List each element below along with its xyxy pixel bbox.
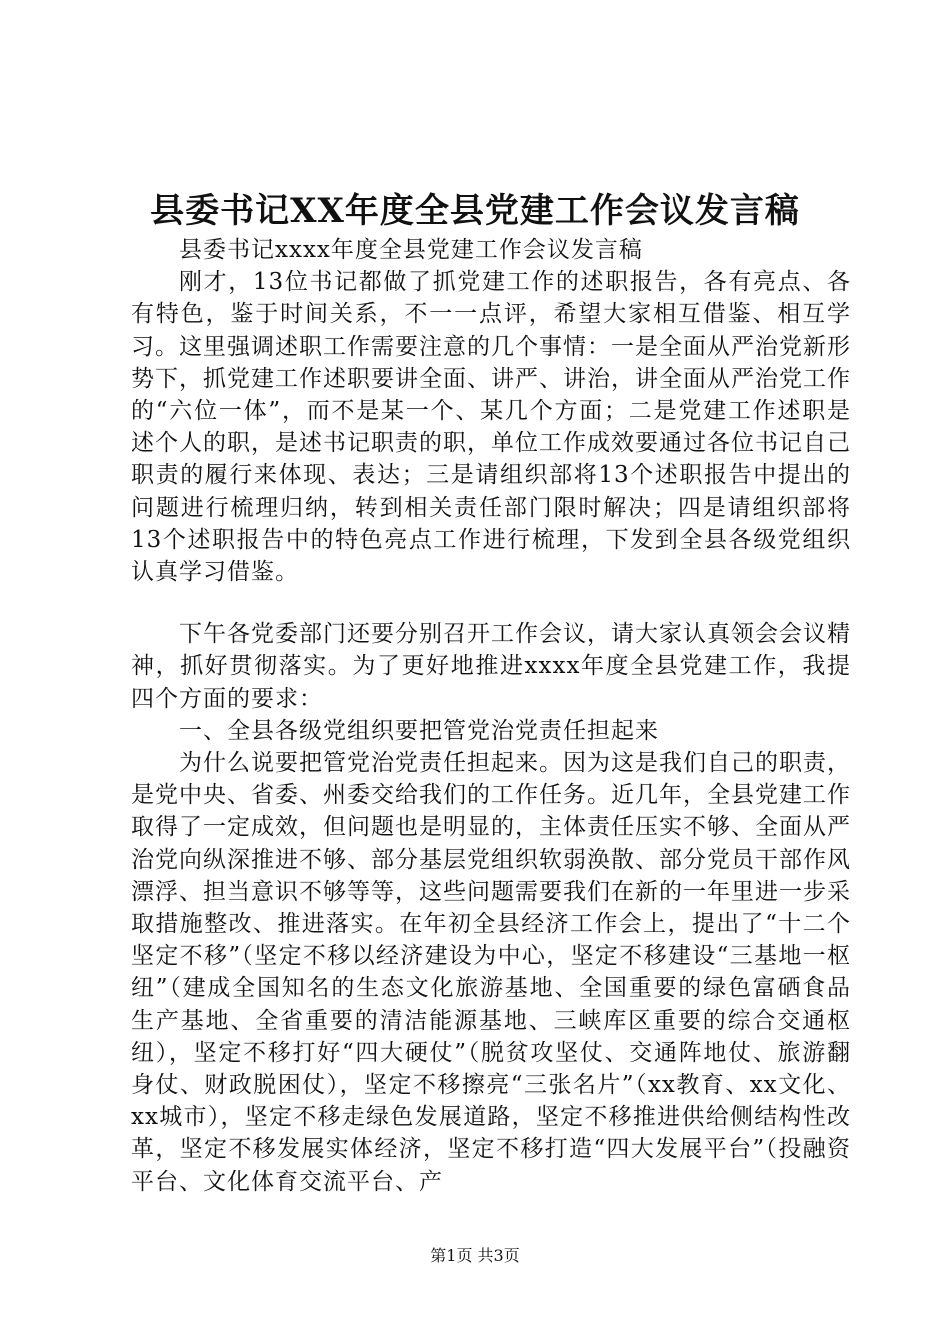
paragraph-intro: 刚才，13位书记都做了抓党建工作的述职报告，各有亮点、各有特色，鉴于时间关系，不一一点评，希望大家相互借鉴、相互学习。这里强调述职工作需要注意的几个事情：一是全面从严治党新形势下，抓党建工作述职要讲全面、讲严、讲治，讲全面从严治党工作的“六位一体”，而不是某一个、某几个方面；二是党建工作述职是述个人的职，是述书记职责的职，单位工作成效要通过各位书记自己职责的履行来体现、表达；三是请组织部将13个述职报告中提出的问题进行梳理归纳，转到相关责任部门限时解决；四是请组织部将13个述职报告中的特色亮点工作进行梳理，下发到全县各级党组织认真学习借鉴。 <box>131 269 851 586</box>
paragraph-section-one: 为什么说要把管党治党责任担起来。因为这是我们自己的职责，是党中央、省委、州委交给我们的工作任务。近几年，全县党建工作取得了一定成效，但问题也是明显的，主体责任压实不够、全面从严治党向纵深推进不够、部分基层党组织软弱涣散、部分党员干部作风漂浮、担当意识不够等等，这些问题需要我们在新的一年里进一步采取措施整改、推进落实。在年初全县经济工作会上，提出了“十二个坚定不移”（坚定不移以经济建设为中心，坚定不移建设“三基地一枢纽”（建成全国知名的生态文化旅游基地、全国重要的绿色富硒食品生产基地、全省重要的清洁能源基地、三峡库区重要的综合交通枢纽），坚定不移打好“四大硬仗”（脱贫攻坚仗、交通阵地仗、旅游翻身仗、财政脱困仗），坚定不移擦亮“三张名片”（xx教育、xx文化、xx城市），坚定不移走绿色发展道路，坚定不移推进供给侧结构性改革，坚定不移发展实体经济，坚定不移打造“四大发展平台”（投融资平台、文化体育交流平台、产 <box>131 750 851 1195</box>
document-body <box>131 234 851 1198</box>
document-title: 县委书记XX年度全县党建工作会议发言稿 <box>150 191 800 231</box>
paragraph-heading-repeat: 县委书记xxxx年度全县党建工作会议发言稿 <box>179 237 643 263</box>
section-heading-one: 一、全县各级党组织要把管党治党责任担起来 <box>179 717 659 744</box>
page-footer: 第1页 共3页 <box>430 1246 520 1265</box>
paragraph-requirements: 下午各党委部门还要分别召开工作会议，请大家认真领会会议精神，抓好贯彻落实。为了更好地推进xxxx年度全县党建工作，我提四个方面的要求： <box>131 621 851 712</box>
